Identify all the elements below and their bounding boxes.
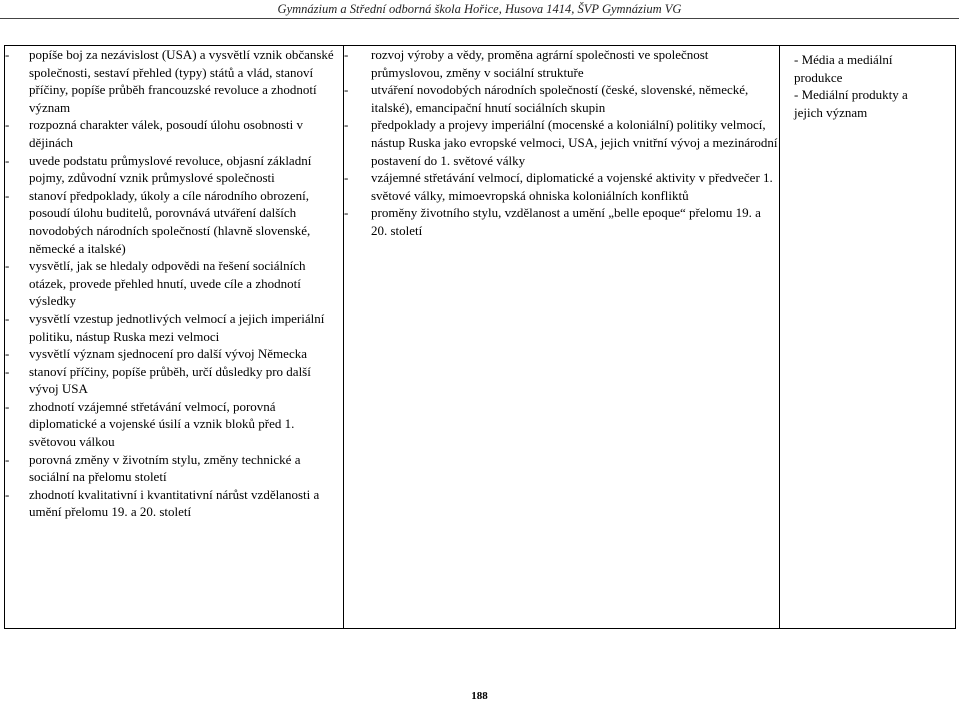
list-item-text: vzájemné střetávání velmocí, diplomatické a vojenské aktivity v předvečer 1. světové války, mimoevropská ohniska koloniálních konfliktů (371, 170, 773, 203)
bullet-dash: - (344, 205, 349, 221)
content-list (344, 46, 779, 240)
crosscutting-line: produkce (794, 69, 843, 85)
bullet-dash: - (5, 451, 10, 467)
crosscutting-line: - Média a mediální (794, 52, 893, 67)
bullet-dash: - (5, 310, 10, 326)
content-item (344, 116, 779, 169)
bullet-dash: - (5, 47, 10, 62)
header-divider (0, 18, 959, 19)
outcome-item (5, 257, 343, 310)
outcome-item (5, 363, 343, 398)
list-item-text: předpoklady a projevy imperiální (mocenské a koloniální) politiky velmocí, nástup Ruska jako evropské velmoci, USA, jejich vnitřní vývoj a mezinárodní postavení do 1. světové války (371, 117, 778, 168)
content-item (344, 169, 779, 204)
outcome-item (5, 398, 343, 451)
outcome-item (5, 310, 343, 345)
crosscutting-cell (780, 46, 956, 629)
list-item-text: uvede podstatu průmyslové revoluce, objasní základní pojmy, zdůvodní vznik průmyslové společnosti (29, 152, 312, 186)
bullet-dash: - (5, 486, 10, 502)
list-item-text: stanoví příčiny, popíše průběh, určí důsledky pro další vývoj USA (29, 363, 311, 397)
content-item (344, 204, 779, 239)
list-item-text: popíše boj za nezávislost (USA) a vysvětlí vznik občanské společnosti, sestaví přehled (typy) států a vlád, stanoví příčiny, popíše průběh francouzské revoluce a zhodnotí význam (29, 47, 334, 115)
content-item (344, 81, 779, 116)
content-item (344, 46, 779, 81)
outcomes-list (5, 46, 343, 521)
page-number: 188 (471, 690, 488, 702)
table-row (5, 46, 956, 629)
list-item-text: utváření novodobých národních společností (české, slovenské, německé, italské), emancipační hnutí sociálních skupin (371, 82, 749, 115)
bullet-dash: - (344, 117, 349, 133)
list-item-text: vysvětlí vzestup jednotlivých velmocí a jejich imperiální politiku, nástup Ruska mezi velmoci (29, 310, 325, 344)
crosscutting-line: - Mediální produkty a (794, 87, 908, 103)
bullet-dash: - (5, 187, 10, 203)
bullet-dash: - (344, 170, 349, 186)
bullet-dash: - (344, 82, 349, 98)
bullet-dash: - (5, 258, 10, 274)
list-item-text: vysvětlí význam sjednocení pro další vývoj Německa (29, 346, 307, 362)
curriculum-table (4, 45, 956, 629)
list-item-text: rozpozná charakter válek, posoudí úlohu osobnosti v dějinách (29, 117, 304, 150)
bullet-dash: - (344, 47, 349, 62)
outcome-item (5, 46, 343, 116)
content-cell (344, 46, 780, 629)
list-item-text: rozvoj výroby a vědy, proměna agrární společnosti ve společnost průmyslovou, změny v sociální struktuře (371, 47, 709, 80)
outcome-item (5, 345, 343, 363)
outcome-item (5, 451, 343, 486)
outcome-item (5, 486, 343, 521)
list-item-text: proměny životního stylu, vzdělanost a umění „belle epoque“ přelomu 19. a 20. století (371, 205, 761, 238)
crosscutting-topics (780, 46, 955, 121)
list-item-text: porovná změny v životním stylu, změny technické a sociální na přelomu století (29, 451, 301, 485)
page-header: Gymnázium a Střední odborná škola Hořice, Husova 1414, ŠVP Gymnázium VG (277, 2, 682, 16)
list-item-text: vysvětlí, jak se hledaly odpovědi na řešení sociálních otázek, provede přehled hnutí, uvede cíle a zhodnotí výsledky (29, 258, 306, 309)
outcome-item (5, 187, 343, 257)
list-item-text: stanoví předpoklady, úkoly a cíle národního obrození, posoudí úlohu buditelů, porovnává utváření dalších novodobých národních společností (hlavně slovenské, německé a italské) (29, 187, 311, 256)
bullet-dash: - (5, 398, 10, 414)
list-item-text: zhodnotí vzájemné střetávání velmocí, porovná diplomatické a vojenské úsilí a vznik bloků před 1. světovou válkou (29, 398, 295, 450)
bullet-dash: - (5, 152, 10, 168)
outcome-item (5, 152, 343, 187)
outcome-item (5, 116, 343, 151)
bullet-dash: - (5, 117, 10, 133)
bullet-dash: - (5, 346, 10, 362)
bullet-dash: - (5, 363, 10, 379)
list-item-text: zhodnotí kvalitativní i kvantitativní nárůst vzdělanosti a umění přelomu 19. a 20. století (29, 486, 320, 520)
crosscutting-line: jejich význam (794, 104, 868, 120)
outcomes-cell (5, 46, 344, 629)
